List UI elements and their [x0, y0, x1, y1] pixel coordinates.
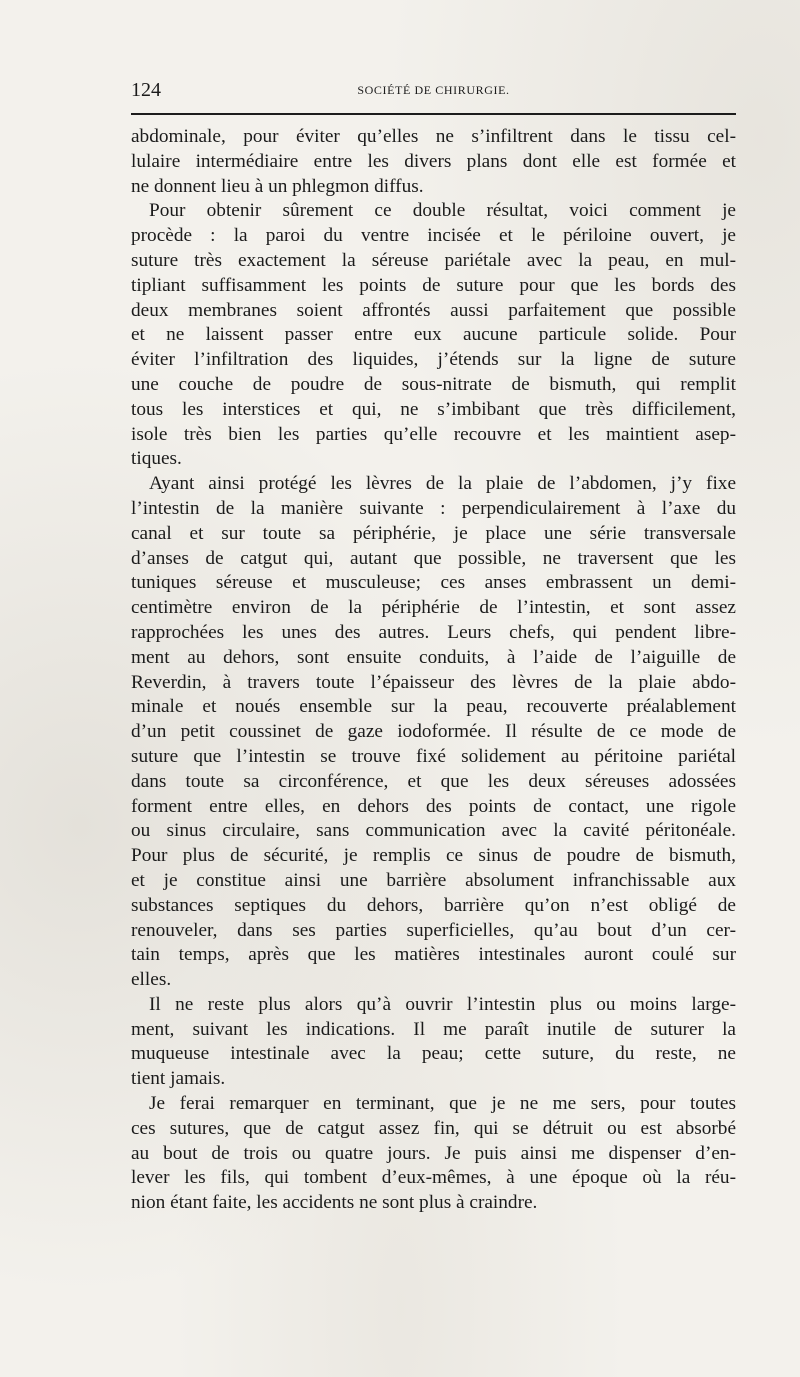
text-line: nion étant faite, les accidents ne sont plus à craindre.	[131, 1192, 538, 1214]
text-line: tient jamais.	[131, 1068, 226, 1090]
text-line: ne donnent lieu à un phlegmon diffus.	[131, 175, 424, 197]
text-line: tiques.	[131, 448, 182, 470]
text-line: l’intestin de la manière suivante : perpendiculairement à l’axe du	[131, 497, 736, 519]
text-line: forment entre elles, en dehors des points de contact, une rigole	[131, 795, 736, 817]
text-line: tain temps, après que les matières intestinales auront coulé sur	[131, 944, 736, 966]
text-line: Ayant ainsi protégé les lèvres de la plaie de l’abdomen, j’y fixe	[149, 473, 736, 495]
text-line: Pour plus de sécurité, je remplis ce sinus de poudre de bismuth,	[131, 845, 736, 867]
page-number: 124	[131, 79, 161, 101]
text-line: une couche de poudre de sous-nitrate de bismuth, qui remplit	[131, 373, 736, 395]
text-line: suture très exactement la séreuse pariétale avec la peau, en mul-	[131, 249, 736, 271]
text-line: tous les interstices et qui, ne s’imbibant que très difficilement,	[131, 398, 736, 420]
text-line: isole très bien les parties qu’elle recouvre et les maintient asep-	[131, 423, 736, 445]
text-line: canal et sur toute sa périphérie, je place une série transversale	[131, 522, 736, 544]
text-line: substances septiques du dehors, barrière qu’on n’est obligé de	[131, 894, 736, 916]
text-line: Il ne reste plus alors qu’à ouvrir l’intestin plus ou moins large-	[149, 993, 736, 1015]
text-line: suture que l’intestin se trouve fixé solidement au péritoine pariétal	[131, 745, 736, 767]
text-line: lulaire intermédiaire entre les divers plans dont elle est formée et	[131, 150, 736, 172]
text-line: Pour obtenir sûrement ce double résultat, voici comment je	[149, 200, 736, 222]
text-line: d’anses de catgut qui, autant que possible, ne traversent que les	[131, 547, 736, 569]
text-line: ces sutures, que de catgut assez fin, qui se détruit ou est absorbé	[131, 1117, 736, 1139]
text-line: ment au dehors, sont ensuite conduits, à l’aide de l’aiguille de	[131, 646, 736, 668]
text-line: et ne laissent passer entre eux aucune particule solide. Pour	[131, 324, 736, 346]
body-text	[131, 125, 736, 1216]
text-line: dans toute sa circonférence, et que les deux séreuses adossées	[131, 770, 736, 792]
text-line: centimètre environ de la périphérie de l’intestin, et sont assez	[131, 597, 736, 619]
text-line: lever les fils, qui tombent d’eux-mêmes, à une époque où la réu-	[131, 1167, 736, 1189]
text-line: et je constitue ainsi une barrière absolument infranchissable aux	[131, 869, 736, 891]
text-line: elles.	[131, 969, 172, 991]
text-line: ou sinus circulaire, sans communication avec la cavité péritonéale.	[131, 820, 736, 842]
text-line: Reverdin, à travers toute l’épaisseur des lèvres de la plaie abdo-	[131, 671, 736, 693]
text-line: d’un petit coussinet de gaze iodoformée. Il résulte de ce mode de	[131, 721, 736, 743]
text-line: au bout de trois ou quatre jours. Je puis ainsi me dispenser d’en-	[131, 1142, 736, 1164]
text-line: tipliant suffisamment les points de suture pour que les bords des	[131, 274, 736, 296]
text-line: renouveler, dans ses parties superficielles, qu’au bout d’un cer-	[131, 919, 736, 941]
text-line: procède : la paroi du ventre incisée et le périloine ouvert, je	[131, 225, 736, 247]
text-line: rapprochées les unes des autres. Leurs chefs, qui pendent libre-	[131, 621, 736, 643]
text-line: muqueuse intestinale avec la peau; cette suture, du reste, ne	[131, 1043, 736, 1065]
text-line: éviter l’infiltration des liquides, j’étends sur la ligne de suture	[131, 349, 736, 371]
text-line: deux membranes soient affrontés aussi parfaitement que possible	[131, 299, 736, 321]
text-line: tuniques séreuse et musculeuse; ces anses embrassent un demi-	[131, 572, 736, 594]
page-header	[131, 78, 736, 102]
header-rule	[131, 113, 736, 115]
running-head: SOCIÉTÉ DE CHIRURGIE.	[357, 83, 510, 97]
text-line: ment, suivant les indications. Il me paraît inutile de suturer la	[131, 1018, 736, 1040]
text-line: abdominale, pour éviter qu’elles ne s’infiltrent dans le tissu cel-	[131, 126, 736, 147]
text-line: Je ferai remarquer en terminant, que je ne me sers, pour toutes	[149, 1093, 736, 1115]
text-line: minale et noués ensemble sur la peau, recouverte préalablement	[131, 696, 736, 718]
